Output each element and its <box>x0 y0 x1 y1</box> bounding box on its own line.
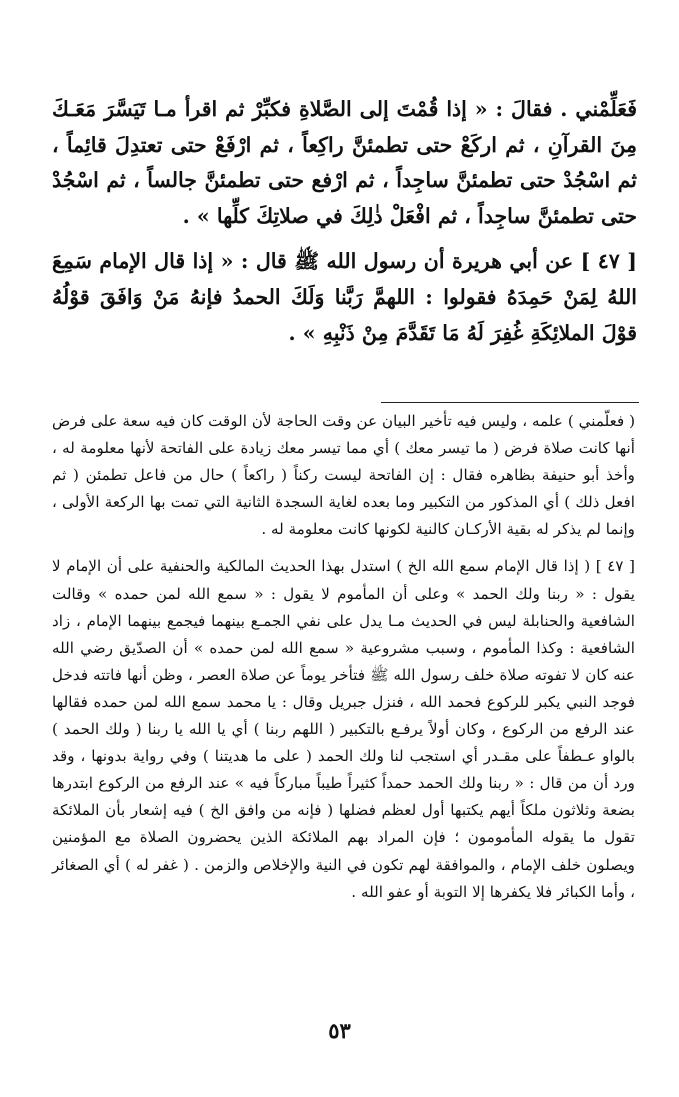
hadith-47: [ ٤٧ ] عن أبي هريرة أن رسول الله ﷺ قال : « إذا قال الإمام سَمِعَ اللهُ لِمَنْ حَمِدَهُ فقولوا : اللهمَّ رَبَّنا وَلَكَ الحمدُ فإنهُ مَنْ وَافَقَ قوْلُهُ قوْلَ الملائِكَةِ غُفِرَ لَهُ مَا تَقَدَّمَ مِنْ ذَنْبِهِ » . <box>52 249 637 345</box>
commentary-text: ( فعلّمني ) علمه ، وليس فيه تأخير البيان عن وقت الحاجة لأن الوقت كان فيه سعة على فرض أنها كانت صلاة فرض ( ما تيسر معك ) أي مما تيسر معك زيادة على الفاتحة لأنها معلومة له ، وأخذ أبو حنيفة بظاهره فقال : إن الفاتحة ليست ركناً ( راكعاً ) حال من فاعل تطمئن ( ثم افعل ذلك ) أي المذكور من التكبير وما بعده لغاية السجدة الثانية التي تمت بها الركعة الأولى ، وإنما لم يذكر له بقية الأركـان كالنية لكونها كانت معلومة له . <box>52 412 635 539</box>
hadith-46-ending: فَعَلِّمْني . فقالَ : « إذا قُمْتَ إلى الصَّلاةِ فكبِّرْ ثم اقرأ مـا تَيَسَّرَ مَعَـكَ مِنَ القرآنِ ، ثم اركَعْ حتى تطمئنَّ راكِعاً ، ثم ارْفَعْ حتى تعتدِلَ قائِماً ، ثم اسْجُدْ حتى تطمئنَّ ساجِداً ، ثم ارْفع حتى تطمئنَّ جالساً ، ثم اسْجُدْ حتى تطمئنَّ ساجِداً ، ثم افْعَلْ ذٰلِكَ في صلاتِكَ كلِّها » . <box>52 97 637 228</box>
footnote-divider <box>381 402 639 403</box>
commentary-section <box>52 408 635 906</box>
page-number: ٥٣ <box>328 1018 351 1043</box>
commentary-text: [ ٤٧ ] ( إذا قال الإمام سمع الله الخ ) استدل بهذا الحديث المالكية والحنفية على أن الإمام لا يقول : « ربنا ولك الحمد » وعلى أن المأموم لا يقول : « سمع الله لمن حمده » وقالت الشافعية والحنابلة ليس في الحديث مـا يدل على نفي الجمـع بينهما فيجمع بينهما الإمام ، زاد الشافعية : وكذا المأموم ، وسبب مشروعية « سمع الله لمن حمده » أن الصدّيق رضي الله عنه كان لا تفوته صلاة خلف رسول الله ﷺ فتأخر يوماً عن صلاة العصر ، وظن أنها فاتته فدخل فوجد النبي يكبر للركوع فحمد الله ، فنزل جبريل وقال : يا محمد سمع الله لمن حمده فقالها عند الرفع من الركوع ، وكان أولاً يرفـع بالتكبير ( اللهم ربنا ) أي يا الله يا ربنا ( ولك الحمد ) بالواو عـطفاً على مقـدر أي استجب لنا ولك الحمد ( على ما هديتنا ) وفي رواية بدونها ، وقد ورد أن من قال : « ربنا ولك الحمد حمداً كثيراً طيباً مباركاً فيه » عند الرفع من الركوع ابتدرها بضعة وثلاثون ملكاً أيهم يكتبها أول لعظم فضلها ( فإنه من وافق الخ ) فيه إشعار بأن الملائكة تقول ما يقوله المأمومون ؛ فإن المراد بهم الملائكة الذين يحضرون الصلاة مع المؤمنين ويصلون خلف الإمام ، والموافقة لهم تكون في النية والإخلاص والزمن . ( غفر له ) أي الصغائر ، وأما الكبائر فلا يكفرها إلا التوبة أو عفو الله . <box>52 557 635 901</box>
commentary-hadith-47 <box>52 553 635 905</box>
main-hadith-text <box>52 92 637 351</box>
commentary-hadith-46 <box>52 408 635 543</box>
